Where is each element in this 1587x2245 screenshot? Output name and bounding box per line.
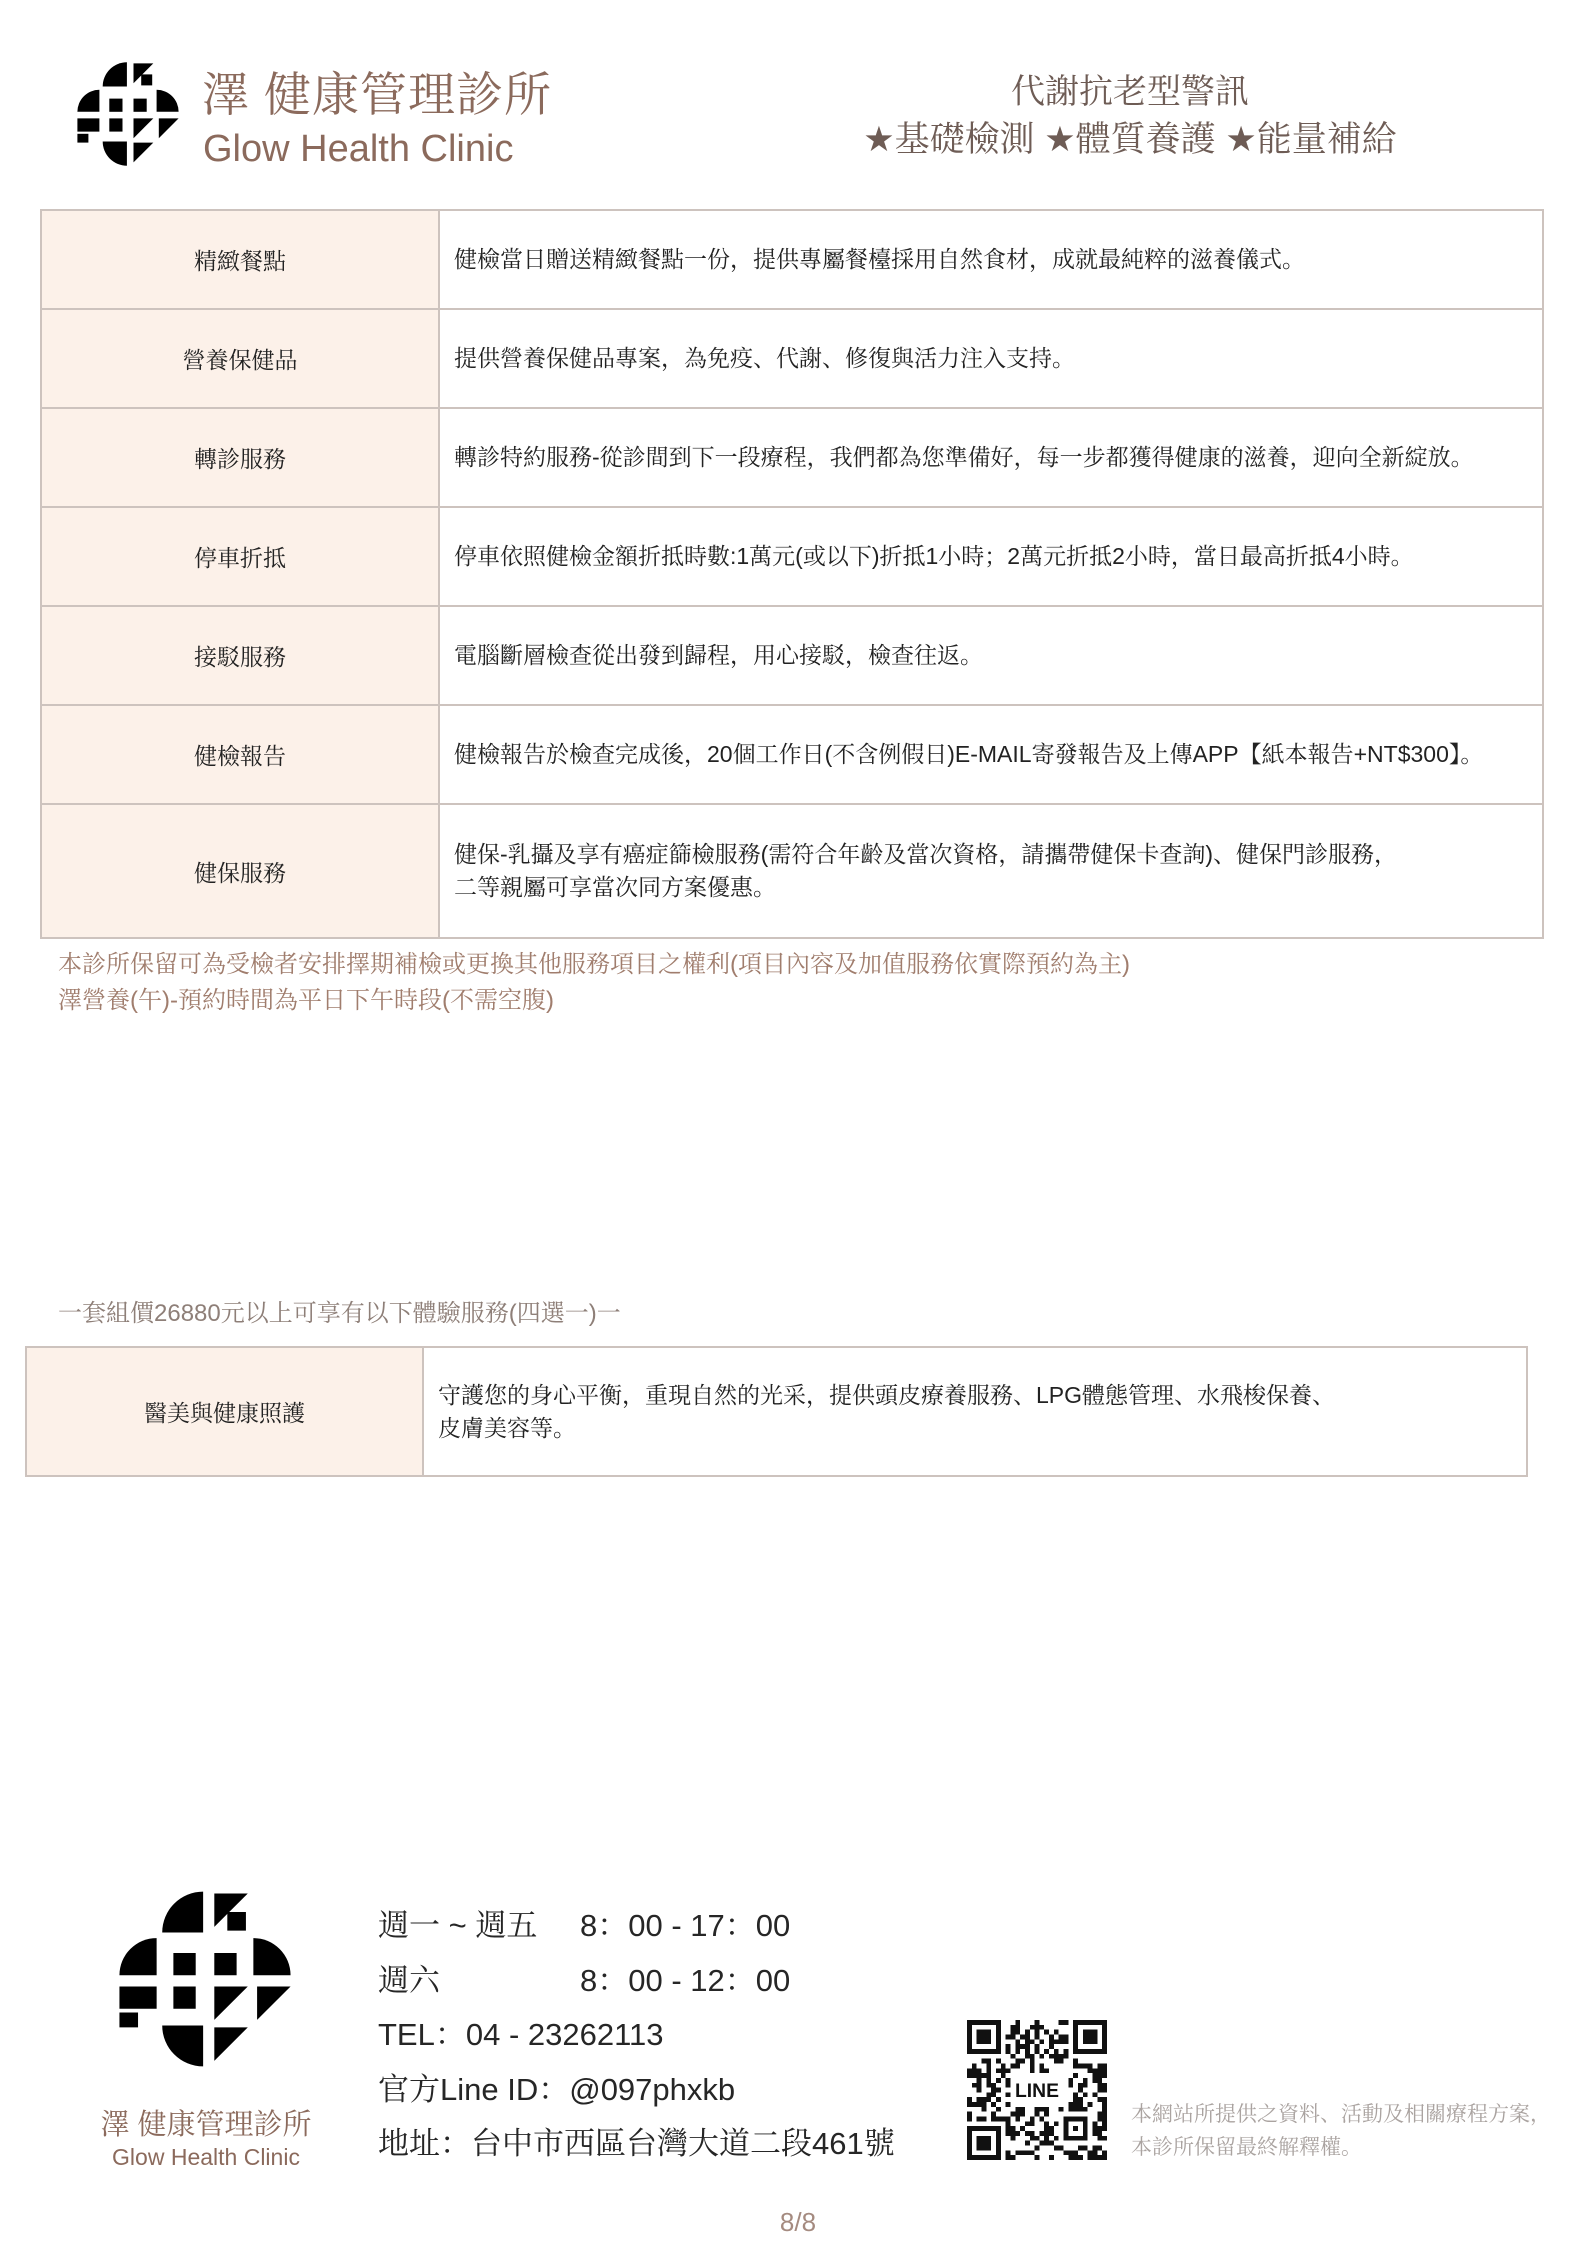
clinic-name-zh: 澤 健康管理診所 [202,68,553,121]
clinic-name-en: Glow Health Clinic [112,2144,300,2170]
service-description [424,1348,1526,1475]
service-description [440,607,1542,704]
service-label: 精緻餐點 [42,211,440,308]
table-row [42,605,1542,704]
description-line: 健檢報告於檢查完成後，20個工作日(不含例假日)E-MAIL寄發報告及上傳APP【紙本報告+NT$300】。 [454,741,1484,767]
hours-days: 週一 ~ 週五 [378,1908,538,1943]
disclaimer-line: 本診所保留最終解釋權。 [1131,2136,1362,2159]
table-row [42,704,1542,803]
table-row [42,803,1542,937]
phone-number: TEL：04 - 23262113 [378,2017,664,2052]
experience-table [25,1346,1528,1477]
description-line: 健檢當日贈送精緻餐點一份，提供專屬餐檯採用自然食材，成就最純粹的滋養儀式。 [454,246,1305,272]
hours-row [378,1954,895,2009]
note-line: 本診所保留可為受檢者安排擇期補檢或更換其他服務項目之權利(項目內容及加值服務依實際預約為主) [58,951,1130,978]
description-line: 電腦斷層檢查從出發到歸程，用心接駁，檢查往返。 [454,642,983,668]
disclaimer-line: 本網站所提供之資料、活動及相關療程方案， [1131,2103,1551,2126]
service-label: 健保服務 [42,805,440,937]
service-label: 健檢報告 [42,706,440,803]
clinic-logo-use [119,1892,290,2067]
service-description [440,409,1542,506]
description-line: 守護您的身心平衡，重現自然的光采，提供頭皮療養服務、LPG體態管理、水飛梭保養、 [438,1381,1336,1408]
package-header [830,72,1430,160]
service-label: 接駁服務 [42,607,440,704]
contact-info [378,1899,895,2172]
page-number: 8/8 [779,2207,817,2237]
service-description [440,706,1542,803]
clinic-name-zh: 澤 健康管理診所 [100,2109,312,2141]
service-description [440,211,1542,308]
hours-time: 8：00 - 12：00 [580,1962,791,1998]
description-line: 提供營養保健品專案，為免疫、代謝、修復與活力注入支持。 [454,345,1075,371]
service-description [440,508,1542,605]
description-line: 皮膚美容等。 [438,1414,576,1441]
clinic-logo-use [77,62,178,165]
address: 地址：台中市西區台灣大道二段461號 [378,2126,895,2161]
service-label: 醫美與健康照護 [27,1348,424,1475]
table-row [27,1348,1526,1475]
clinic-logo-icon [73,59,183,169]
hours-row [378,1899,895,1954]
hours-time: 8：00 - 17：00 [580,1908,791,1943]
clinic-logo-icon [112,1886,298,2072]
table-row [42,407,1542,506]
description-line: 轉診特約服務-從診間到下一段療程，我們都為您準備好，每一步都獲得健康的滋養，迎向全新綻放。 [454,444,1474,470]
table-row [42,211,1542,308]
service-description [440,310,1542,407]
table-row [42,506,1542,605]
experience-heading: 一套組價26880元以上可享有以下體驗服務(四選一)一 [58,1300,621,1327]
line-id: 官方Line ID：@097phxkb [378,2071,736,2107]
description-line: 二等親屬可享當次同方案優惠。 [454,874,776,900]
hours-days: 週六 [378,1962,440,1998]
service-notes [58,947,1130,1019]
package-subtitle: ★基礎檢測 ★體質養護 ★能量補給 [863,120,1397,159]
package-title: 代謝抗老型警訊 [1011,73,1249,111]
service-description [440,805,1542,937]
service-label: 營養保健品 [42,310,440,407]
description-line: 健保-乳攝及享有癌症篩檢服務(需符合年齡及當次資格，請攜帶健保卡查詢)、健保門診服務， [454,841,1397,867]
service-label: 停車折抵 [42,508,440,605]
description-line: 停車依照健檢金額折抵時數:1萬元(或以下)折抵1小時；2萬元折抵2小時，當日最高折抵4小時。 [454,543,1414,569]
clinic-name-en: Glow Health Clinic [203,128,514,170]
services-table [40,209,1544,939]
footer-brand [96,2107,316,2171]
table-row [42,308,1542,407]
qr-line-label: LINE [1015,2081,1059,2103]
line-qr-code-icon [967,2020,1107,2160]
service-label: 轉診服務 [42,409,440,506]
note-line: 澤營養(午)-預約時間為平日下午時段(不需空腹) [58,987,554,1014]
disclaimer [1131,2098,1551,2164]
